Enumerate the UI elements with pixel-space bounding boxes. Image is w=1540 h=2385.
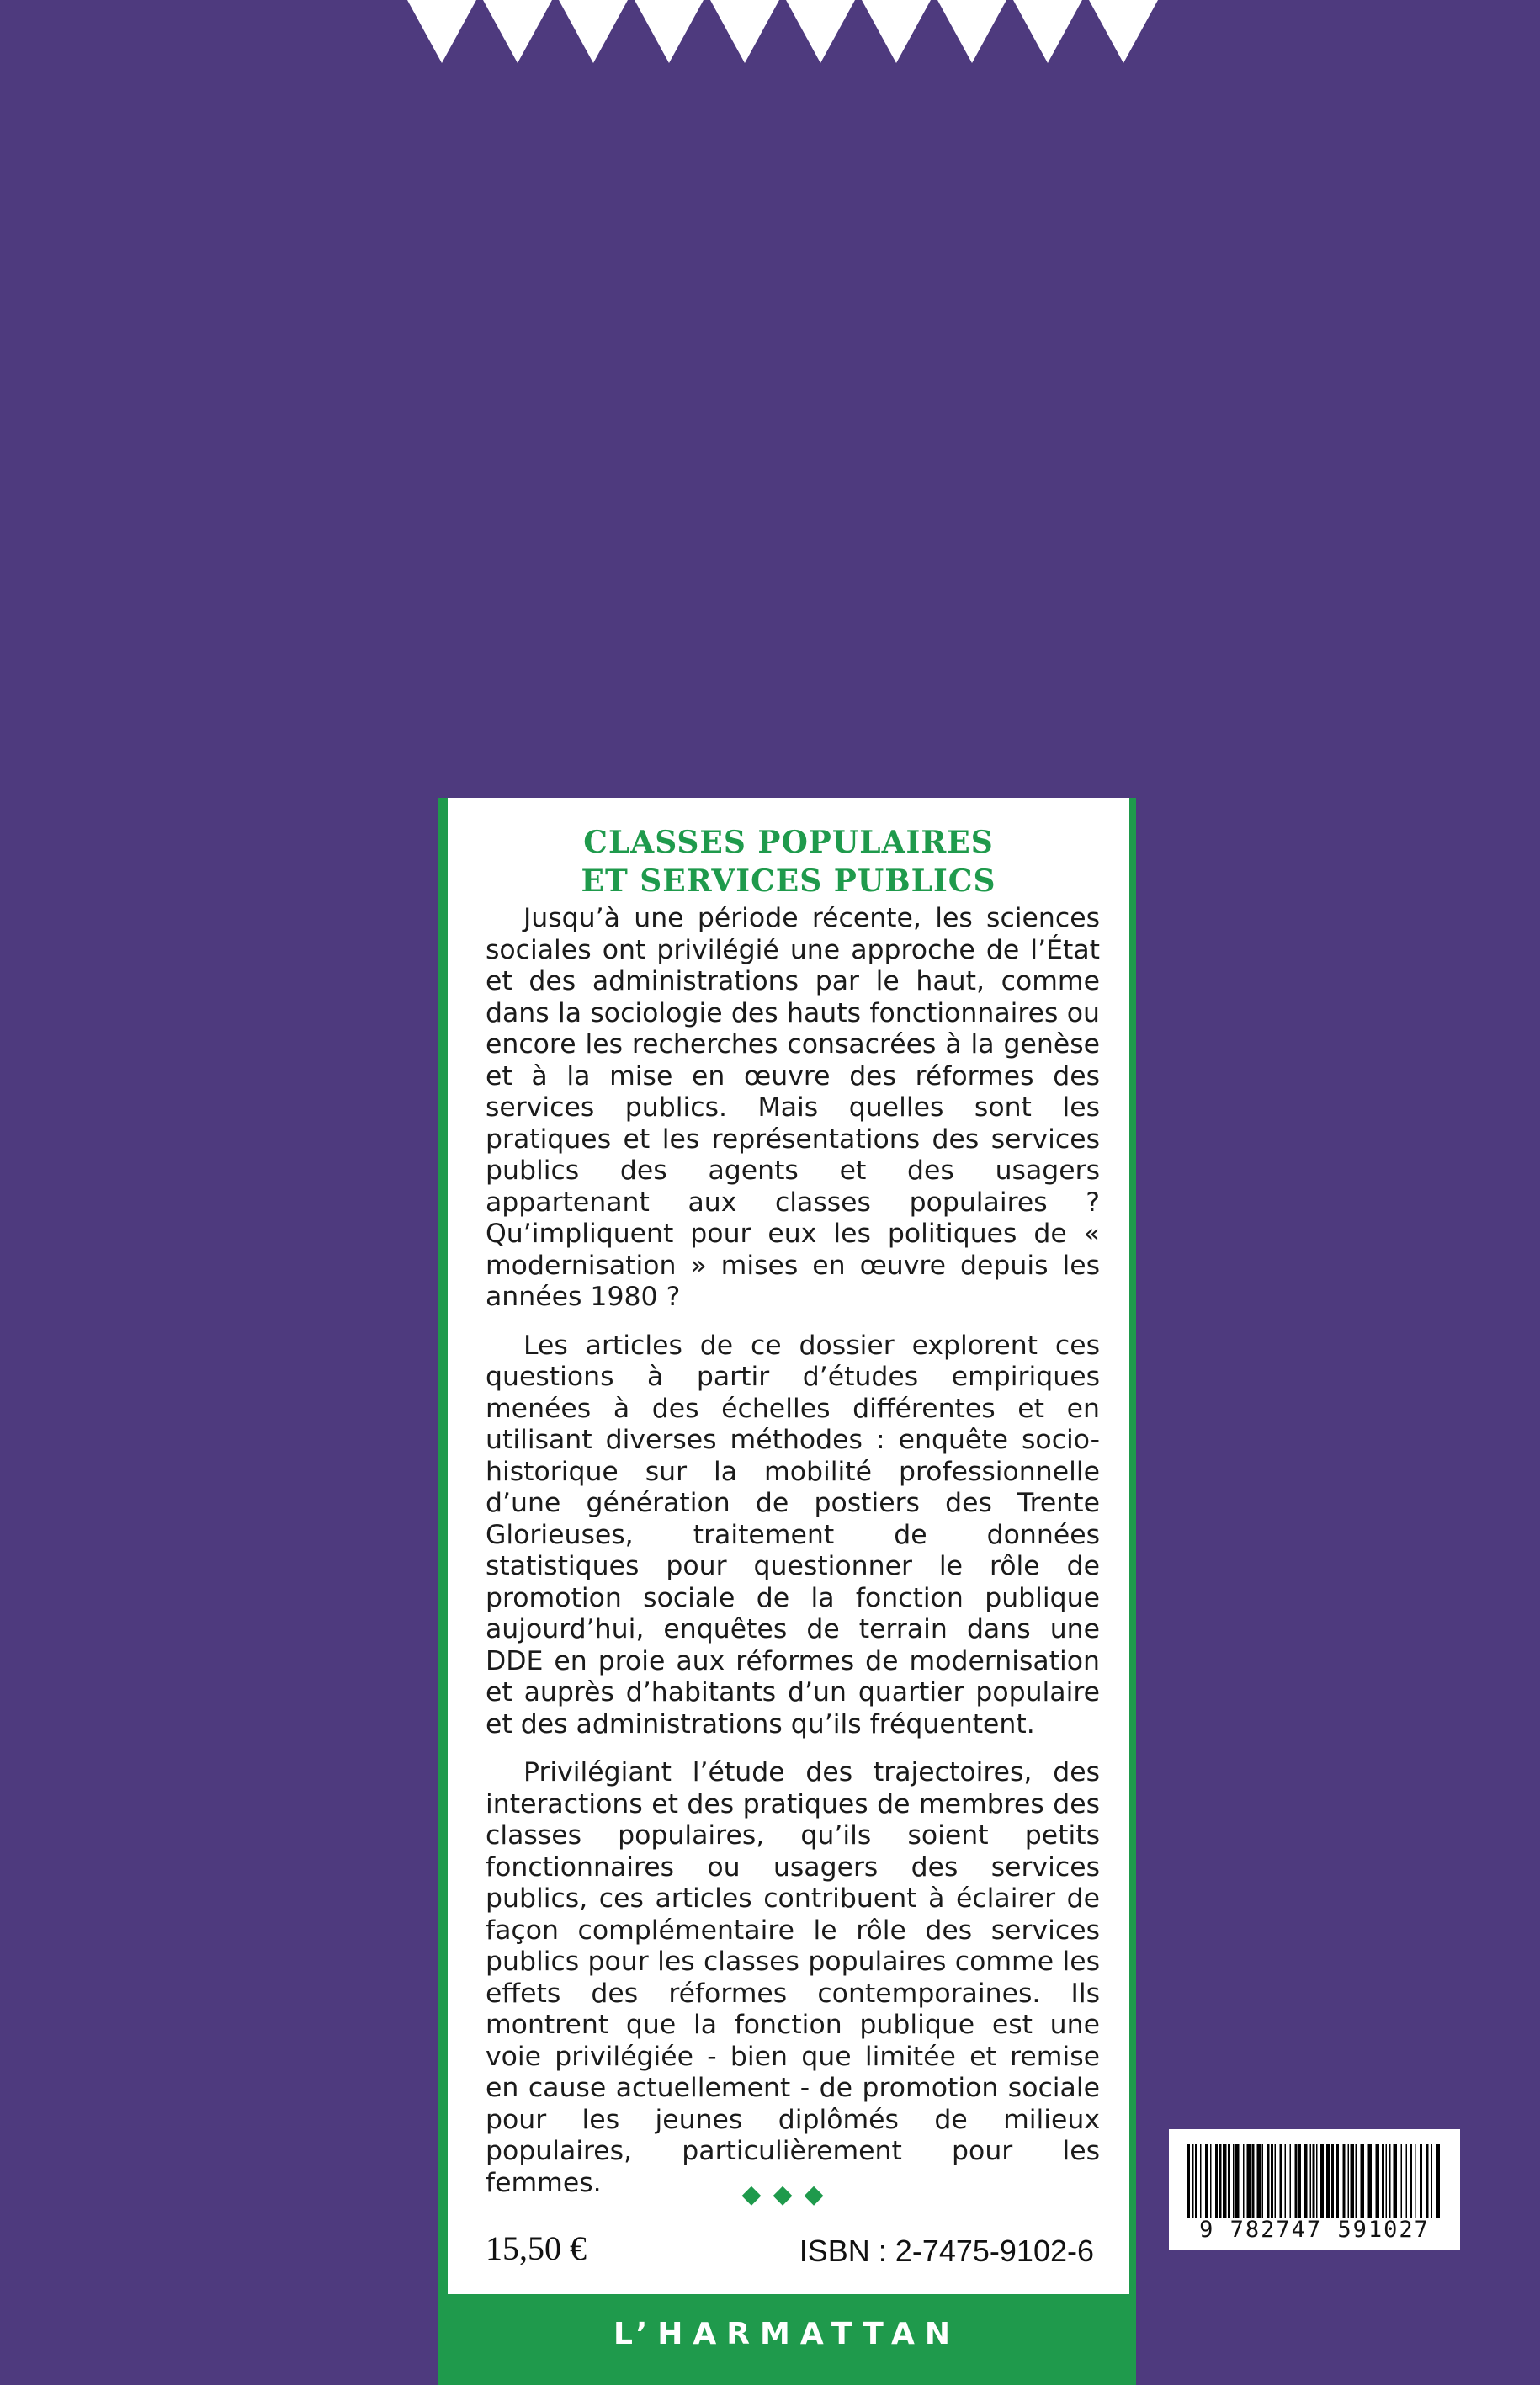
barcode-bar — [1295, 2144, 1298, 2218]
barcode-bar — [1235, 2144, 1240, 2218]
top-triangle — [559, 0, 628, 63]
barcode-bar — [1262, 2144, 1264, 2218]
barcode-bar — [1304, 2144, 1308, 2218]
top-triangle — [483, 0, 552, 63]
title-line-1: CLASSES POPULAIRES — [583, 825, 994, 860]
barcode-bar — [1200, 2144, 1202, 2218]
barcode-bar — [1331, 2144, 1334, 2218]
barcode-bar — [1187, 2144, 1190, 2218]
barcode-bars — [1187, 2144, 1445, 2218]
barcode-bar — [1406, 2144, 1408, 2218]
top-triangle-border — [404, 0, 1161, 67]
barcode-bar — [1361, 2144, 1365, 2218]
barcode-bar — [1313, 2144, 1315, 2218]
barcode-bar — [1431, 2144, 1433, 2218]
barcode-bar — [1376, 2144, 1380, 2218]
top-triangle — [1013, 0, 1082, 63]
barcode-bar — [1351, 2144, 1355, 2218]
barcode-bar — [1310, 2144, 1312, 2218]
barcode-bar — [1401, 2144, 1403, 2218]
barcode-bar — [1275, 2144, 1277, 2218]
barcode-bar — [1205, 2144, 1208, 2218]
barcode-bar — [1410, 2144, 1412, 2218]
barcode-bar — [1316, 2144, 1318, 2218]
back-cover-panel — [438, 798, 1136, 2385]
barcode-bar — [1356, 2144, 1357, 2218]
barcode-bar — [1343, 2144, 1346, 2218]
barcode-bar — [1285, 2144, 1287, 2218]
barcode-bar — [1426, 2144, 1429, 2218]
barcode-bar — [1215, 2144, 1218, 2218]
book-title — [448, 823, 1129, 900]
barcode-bar — [1257, 2144, 1261, 2218]
isbn-label: ISBN : 2-7475-9102-6 — [799, 2234, 1094, 2268]
barcode-bar — [1210, 2144, 1212, 2218]
barcode-bar — [1382, 2144, 1384, 2218]
barcode-bar — [1219, 2144, 1222, 2218]
top-triangle — [1089, 0, 1158, 63]
top-triangle — [786, 0, 855, 63]
barcode-bar — [1223, 2144, 1227, 2218]
blurb-text — [486, 903, 1100, 2216]
barcode-bar — [1326, 2144, 1330, 2218]
barcode-bar — [1192, 2144, 1194, 2218]
top-triangle — [862, 0, 931, 63]
top-triangle — [635, 0, 704, 63]
barcode-digits: 9 782747 591027 — [1199, 2217, 1430, 2243]
barcode-bar — [1348, 2144, 1350, 2218]
blurb-paragraph-2: Les articles de ce dossier explorent ces questions à partir d’études empiriques menées à des échelles différentes et en utilisant diverses méthodes : enquête socio-historique sur la mobilité professionnelle d’une génération de postiers des Trente Glorieuses, traitement de données statistiques pour questionner le rôle de promotion sociale de la fonction publique aujourd’hui, enquêtes de terrain dans une DDE en proie aux réformes de modernisation et auprès d’habitants d’un quartier populaire et des administrations qu’ils fréquentent. — [486, 1330, 1100, 1740]
price-label: 15,50 € — [486, 2229, 587, 2267]
blurb-paragraph-3: Privilégiant l’étude des trajectoires, des interactions et des pratiques de membres des classes populaires, qu’ils soient petits fonctionnaires ou usagers des services publics, ces articles contribuent à éclairer de façon complémentaire le rôle des services publics pour les classes populaires comme les effets des réformes contemporaines. Ils montrent que la fonction publique est une voie privilégiée - bien que limitée et remise en cause actuellement - de promotion sociale pour les jeunes diplômés de milieux populaires, particulièrement pour les femmes. — [486, 1757, 1100, 2198]
barcode-bar — [1195, 2144, 1197, 2218]
title-line-2: ET SERVICES PUBLICS — [581, 863, 996, 899]
panel-text-area — [448, 798, 1129, 2294]
barcode-bar — [1389, 2144, 1391, 2218]
barcode-bar — [1247, 2144, 1251, 2218]
barcode-bar — [1298, 2144, 1301, 2218]
barcode-bar — [1290, 2144, 1292, 2218]
barcode-bar — [1394, 2144, 1398, 2218]
top-triangle — [937, 0, 1006, 63]
top-triangle — [710, 0, 779, 63]
publisher-name: L’HARMATTAN — [613, 2317, 961, 2351]
barcode — [1169, 2129, 1460, 2250]
barcode-bar — [1436, 2144, 1441, 2218]
barcode-bar — [1320, 2144, 1325, 2218]
barcode-bar — [1271, 2144, 1273, 2218]
top-triangle — [407, 0, 476, 63]
barcode-bar — [1336, 2144, 1339, 2218]
blurb-paragraph-1: Jusqu’à une période récente, les sciences sociales ont privilégié une approche de l’État et des administrations par le haut, comme dans la sociologie des hauts fonctionnaires ou encore les recherches consacrées à la genèse et à la mise en œuvre des réformes des services publics. Mais quelles sont les pratiques et les représentations des services publics des agents et des usagers appartenant aux classes populaires ? Qu’impliquent pour eux les politiques de « modernisation » mises en œuvre depuis les années 1980 ? — [486, 903, 1100, 1312]
barcode-bar — [1415, 2144, 1416, 2218]
barcode-bar — [1243, 2144, 1245, 2218]
barcode-bar — [1280, 2144, 1282, 2218]
barcode-bar — [1386, 2144, 1388, 2218]
diamond-ornament: ◆◆◆ — [741, 2180, 836, 2209]
barcode-bar — [1228, 2144, 1230, 2218]
barcode-bar — [1420, 2144, 1422, 2218]
barcode-bar — [1233, 2144, 1235, 2218]
barcode-bar — [1252, 2144, 1255, 2218]
barcode-bar — [1267, 2144, 1270, 2218]
barcode-bar — [1368, 2144, 1373, 2218]
